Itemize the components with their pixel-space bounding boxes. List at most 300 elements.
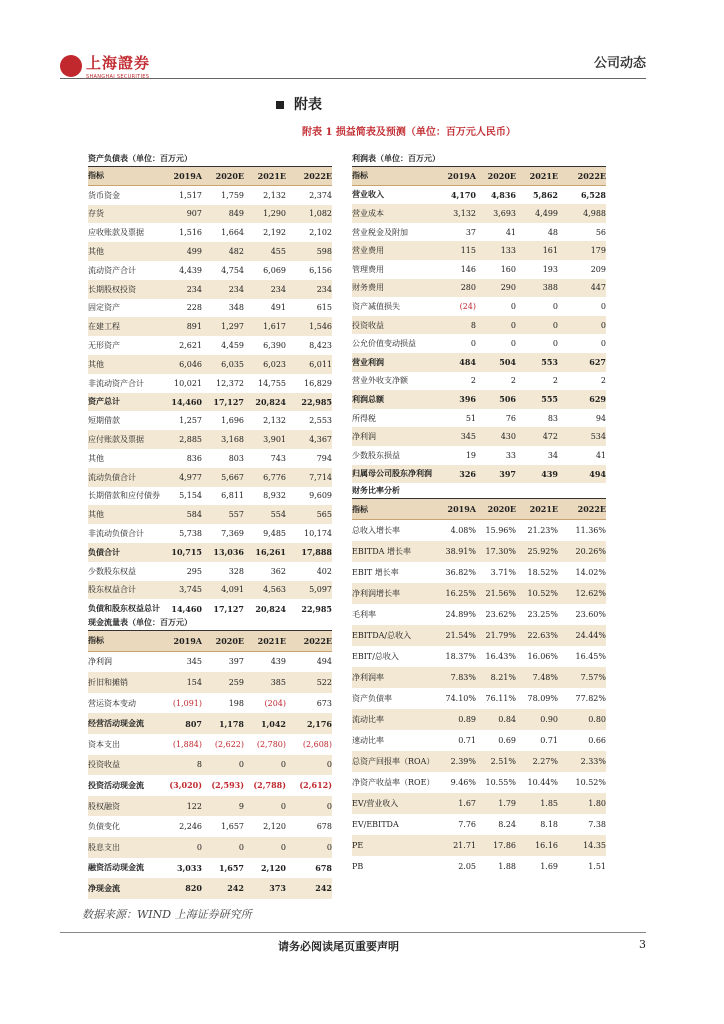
cell-value: 22,985 xyxy=(301,603,332,614)
row-label: 经营活动现金流 xyxy=(88,718,144,729)
table-row xyxy=(352,409,606,428)
cell-value: 345 xyxy=(460,432,476,442)
cell-value: 0 xyxy=(552,339,558,349)
cell-value: 13,036 xyxy=(213,547,244,558)
cell-value: 506 xyxy=(499,394,516,405)
row-label: 非流动负债合计 xyxy=(88,529,144,539)
cell-value: 1,178 xyxy=(218,718,244,729)
row-label: 营业利润 xyxy=(352,356,384,367)
cell-value: 482 xyxy=(228,247,244,257)
cell-value: 8 xyxy=(470,320,476,330)
cell-value: 7.83% xyxy=(450,673,476,682)
row-label: 公允价值变动损益 xyxy=(352,339,416,349)
cell-value: 8.24 xyxy=(498,820,516,829)
cell-value: 76 xyxy=(505,413,516,423)
cell-value: 7,714 xyxy=(309,472,332,482)
cell-value: 2021E xyxy=(529,504,558,514)
cell-value: 290 xyxy=(500,283,516,293)
cell-value: 2019A xyxy=(173,635,202,646)
cell-value: 21.79% xyxy=(485,631,516,640)
cell-value: 484 xyxy=(459,357,476,368)
cell-value: 439 xyxy=(270,657,286,667)
cell-value: 2,192 xyxy=(263,228,286,238)
cell-value: 1,546 xyxy=(309,322,332,332)
cell-value: 5,097 xyxy=(309,585,332,595)
cell-value: 7.76 xyxy=(458,820,476,829)
table-row xyxy=(88,205,332,224)
cell-value: 629 xyxy=(589,394,606,405)
row-label: 速动比率 xyxy=(352,736,384,745)
cell-value: 2,246 xyxy=(179,822,202,832)
cell-value: 1,657 xyxy=(218,862,244,873)
cell-value: 6,046 xyxy=(179,359,202,369)
cell-value: 6,035 xyxy=(221,359,244,369)
cell-value: 2 xyxy=(470,376,476,386)
cell-value: (1,091) xyxy=(172,698,202,708)
cell-value: 794 xyxy=(316,453,332,463)
table-header-row xyxy=(88,167,332,186)
cell-value: 4.08% xyxy=(450,526,476,535)
cell-value: 385 xyxy=(270,677,286,687)
row-label: 营业外收支净额 xyxy=(352,376,408,386)
table-row xyxy=(352,316,606,335)
cell-value: 3,033 xyxy=(176,862,202,873)
row-label: 净利润 xyxy=(88,657,112,667)
cell-value: 21.71 xyxy=(453,841,476,850)
cell-value: 34 xyxy=(547,450,558,460)
cell-value: 2,621 xyxy=(179,341,202,351)
table-row xyxy=(352,260,606,279)
section-title: 附表 xyxy=(276,94,322,114)
company-logo xyxy=(60,52,150,80)
cell-value: 8,423 xyxy=(309,341,332,351)
row-label: 长期借款和应付债券 xyxy=(88,491,160,501)
cell-value: 615 xyxy=(316,303,332,313)
cell-value: 16,261 xyxy=(255,547,286,558)
cell-value: 242 xyxy=(315,883,332,894)
cell-value: 6,528 xyxy=(580,189,606,200)
row-label: 指标 xyxy=(352,503,368,514)
row-label: 少数股东损益 xyxy=(352,450,400,460)
row-label: EV/营业收入 xyxy=(352,799,399,808)
cell-value: 133 xyxy=(500,246,516,256)
cell-value: 33 xyxy=(505,450,516,460)
cell-value: (2,788) xyxy=(253,780,286,791)
row-label: 利润总额 xyxy=(352,393,384,404)
cell-value: 326 xyxy=(459,468,476,479)
cell-value: (2,622) xyxy=(214,739,244,749)
cell-value: 10.52% xyxy=(575,778,606,787)
row-label: 其他 xyxy=(88,359,104,369)
cell-value: 534 xyxy=(590,432,606,442)
row-label: 指标 xyxy=(88,635,104,646)
cell-value: 193 xyxy=(542,264,558,274)
cell-value: 154 xyxy=(186,677,202,687)
cell-value: 2.33% xyxy=(580,757,606,766)
row-label: 资产负债率 xyxy=(352,694,392,703)
cell-value: 10.44% xyxy=(527,778,558,787)
cell-value: 21.54% xyxy=(445,631,476,640)
cell-value: 328 xyxy=(228,566,244,576)
cell-value: 849 xyxy=(228,209,244,219)
row-label: 非流动资产合计 xyxy=(88,378,144,388)
cell-value: 673 xyxy=(316,698,332,708)
table-row xyxy=(352,793,606,814)
table-row xyxy=(88,411,332,430)
cell-value: 1.79 xyxy=(498,799,516,808)
cell-value: 8 xyxy=(196,760,202,770)
cell-value: 2022E xyxy=(303,635,332,646)
row-label: 毛利率 xyxy=(352,610,376,619)
cell-value: 17.30% xyxy=(485,547,516,556)
cell-value: 6,011 xyxy=(309,359,332,369)
cell-value: 2,374 xyxy=(309,190,332,200)
cell-value: 115 xyxy=(460,246,476,256)
cell-value: 2.27% xyxy=(532,757,558,766)
table-row xyxy=(88,505,332,524)
cell-value: 1,290 xyxy=(263,209,286,219)
cell-value: 0 xyxy=(326,760,332,770)
cell-value: 396 xyxy=(459,394,476,405)
cell-value: 122 xyxy=(186,801,202,811)
cell-value: 4,563 xyxy=(263,585,286,595)
row-label: 投资活动现金流 xyxy=(88,779,144,790)
row-label: 财务费用 xyxy=(352,283,384,293)
cell-value: 76.11% xyxy=(485,694,516,703)
cell-value: 4,170 xyxy=(450,189,476,200)
row-label: 无形资产 xyxy=(88,341,120,351)
cell-value: 0 xyxy=(552,301,558,311)
cell-value: 83 xyxy=(547,413,558,423)
row-label: 少数股东权益 xyxy=(88,566,136,576)
cell-value: 2,120 xyxy=(263,822,286,832)
cell-value: 0.80 xyxy=(588,715,606,724)
cell-value: 439 xyxy=(541,468,558,479)
cell-value: (3,020) xyxy=(169,780,202,791)
table-row xyxy=(352,446,606,465)
cell-value: 4,754 xyxy=(221,265,244,275)
panel-title: 资产负债表（单位：百万元） xyxy=(88,151,332,167)
row-label: 负债和股东权益总计 xyxy=(88,603,160,614)
cell-value: 228 xyxy=(186,303,202,313)
cell-value: 627 xyxy=(589,357,606,368)
cell-value: 1,696 xyxy=(221,416,244,426)
cell-value: 907 xyxy=(186,209,202,219)
cell-value: 2,553 xyxy=(309,416,332,426)
cell-value: 259 xyxy=(228,677,244,687)
cell-value: 2021E xyxy=(257,635,286,646)
cell-value: 0 xyxy=(196,842,202,852)
row-label: 资本支出 xyxy=(88,739,120,749)
row-label: 归属母公司股东净利润 xyxy=(352,468,432,479)
cell-value: 557 xyxy=(228,510,244,520)
cell-value: 4,091 xyxy=(221,585,244,595)
table-row xyxy=(88,755,332,776)
cell-value: 3,901 xyxy=(263,435,286,445)
cell-value: 598 xyxy=(316,247,332,257)
cell-value: 362 xyxy=(270,566,286,576)
row-label: 存货 xyxy=(88,209,104,219)
cell-value: 0 xyxy=(280,801,286,811)
table-row xyxy=(88,713,332,734)
cell-value: 12.62% xyxy=(575,589,606,598)
cell-value: 504 xyxy=(499,357,516,368)
cell-value: 1.85 xyxy=(540,799,558,808)
cell-value: 4,836 xyxy=(490,189,516,200)
row-label: 净利润率 xyxy=(352,673,384,682)
row-label: 资产总计 xyxy=(88,396,120,407)
cell-value: 18.37% xyxy=(445,652,476,661)
table-row xyxy=(352,186,606,205)
cell-value: 146 xyxy=(460,264,476,274)
cell-value: 2019A xyxy=(173,170,202,181)
table-row xyxy=(352,279,606,298)
cell-value: 6,069 xyxy=(263,265,286,275)
cell-value: 280 xyxy=(460,283,476,293)
cell-value: 22,985 xyxy=(301,396,332,407)
table-row xyxy=(352,223,606,242)
table-row xyxy=(352,688,606,709)
cell-value: 2019A xyxy=(447,504,476,514)
cell-value: 4,459 xyxy=(221,341,244,351)
table-row xyxy=(88,242,332,261)
cell-value: 9,609 xyxy=(309,491,332,501)
table-row xyxy=(352,835,606,856)
cell-value: 16,829 xyxy=(304,378,332,388)
cell-value: 2020E xyxy=(215,170,244,181)
cell-value: 1,664 xyxy=(221,228,244,238)
cell-value: 1.69 xyxy=(540,862,558,871)
cell-value: 5,738 xyxy=(179,529,202,539)
cell-value: 836 xyxy=(186,453,202,463)
cell-value: 1,516 xyxy=(179,228,202,238)
cell-value: 6,776 xyxy=(263,472,286,482)
cell-value: 0.66 xyxy=(588,736,606,745)
cell-value: 19 xyxy=(465,450,476,460)
cell-value: 2022E xyxy=(577,170,606,181)
cell-value: 2.39% xyxy=(450,757,476,766)
table-row xyxy=(88,775,332,796)
table-row xyxy=(352,562,606,583)
cell-value: 447 xyxy=(590,283,606,293)
cell-value: 10,715 xyxy=(171,547,202,558)
cell-value: 198 xyxy=(228,698,244,708)
cell-value: 373 xyxy=(269,883,286,894)
cell-value: 22.63% xyxy=(527,631,558,640)
cell-value: 20.26% xyxy=(575,547,606,556)
cell-value: 8.21% xyxy=(490,673,516,682)
cell-value: 25.92% xyxy=(527,547,558,556)
cell-value: 554 xyxy=(270,510,286,520)
cell-value: 161 xyxy=(542,246,558,256)
cell-value: 1.67 xyxy=(458,799,476,808)
row-label: 营业成本 xyxy=(352,208,384,218)
cell-value: 9.46% xyxy=(450,778,476,787)
cell-value: 2.51% xyxy=(490,757,516,766)
table-row xyxy=(88,858,332,879)
table-row xyxy=(88,449,332,468)
table-header-row xyxy=(88,631,332,652)
cell-value: 0.90 xyxy=(540,715,558,724)
income-statement-table xyxy=(352,151,606,483)
cell-value: 17,888 xyxy=(301,547,332,558)
table-row xyxy=(88,816,332,837)
row-label: 所得税 xyxy=(352,413,376,423)
table-row xyxy=(352,353,606,372)
table-row xyxy=(88,878,332,899)
panel-title: 利润表（单位：百万元） xyxy=(352,151,606,167)
table-row xyxy=(352,625,606,646)
cell-value: 0 xyxy=(552,320,558,330)
cell-value: 94 xyxy=(595,413,606,423)
row-label: 股权融资 xyxy=(88,801,120,811)
cell-value: 16.45% xyxy=(575,652,606,661)
table-row xyxy=(352,772,606,793)
row-label: 营业税金及附加 xyxy=(352,227,408,237)
cell-value: 37 xyxy=(465,227,476,237)
row-label: 指标 xyxy=(88,170,104,181)
cell-value: 388 xyxy=(542,283,558,293)
cell-value: 23.25% xyxy=(527,610,558,619)
cell-value: 41 xyxy=(595,450,606,460)
cell-value: 77.82% xyxy=(575,694,606,703)
cell-value: 12,372 xyxy=(216,378,244,388)
cell-value: 2019A xyxy=(447,170,476,181)
row-label: 其他 xyxy=(88,510,104,520)
cell-value: 891 xyxy=(186,322,202,332)
cell-value: 743 xyxy=(270,453,286,463)
cell-value: 0 xyxy=(280,842,286,852)
row-label: 营业费用 xyxy=(352,246,384,256)
row-label: PE xyxy=(352,841,364,850)
header-divider xyxy=(60,78,646,79)
cell-value: 234 xyxy=(186,284,202,294)
page-number: 3 xyxy=(639,938,646,951)
panel-title: 财务比率分析 xyxy=(352,483,606,499)
cell-value: (204) xyxy=(264,698,286,708)
cell-value: 1,617 xyxy=(263,322,286,332)
cell-value: 234 xyxy=(228,284,244,294)
cell-value: 0 xyxy=(600,301,606,311)
cell-value: 9 xyxy=(238,801,244,811)
cell-value: 2,176 xyxy=(306,718,332,729)
cell-value: 499 xyxy=(186,247,202,257)
cell-value: 1,082 xyxy=(309,209,332,219)
cell-value: 2022E xyxy=(303,170,332,181)
cell-value: (2,608) xyxy=(302,739,332,749)
table-row xyxy=(352,427,606,446)
row-label: 货币资金 xyxy=(88,190,120,200)
cell-value: 160 xyxy=(500,264,516,274)
cell-value: 16.43% xyxy=(485,652,516,661)
cell-value: 0 xyxy=(510,301,516,311)
cell-value: 41 xyxy=(505,227,516,237)
cash-flow-table xyxy=(88,615,332,899)
cell-value: 0.84 xyxy=(498,715,516,724)
row-label: 其他 xyxy=(88,247,104,257)
row-label: 营业收入 xyxy=(352,189,384,200)
cell-value: 23.60% xyxy=(575,610,606,619)
cell-value: 179 xyxy=(590,246,606,256)
cell-value: 2,885 xyxy=(179,435,202,445)
table-row xyxy=(88,186,332,205)
cell-value: 17.86 xyxy=(493,841,516,850)
cell-value: 24.44% xyxy=(575,631,606,640)
cell-value: 494 xyxy=(589,468,606,479)
table-row xyxy=(88,430,332,449)
row-label: 股息支出 xyxy=(88,842,120,852)
table-row xyxy=(88,223,332,242)
table-row xyxy=(88,393,332,412)
cell-value: 1,657 xyxy=(221,822,244,832)
table-row xyxy=(88,734,332,755)
cell-value: (24) xyxy=(459,301,476,311)
financial-ratios-table xyxy=(352,483,606,877)
row-label: 净利润增长率 xyxy=(352,589,400,598)
cell-value: 38.91% xyxy=(445,547,476,556)
table-row xyxy=(352,814,606,835)
footer-divider xyxy=(60,932,646,933)
cell-value: 1.80 xyxy=(588,799,606,808)
row-label: 融资活动现金流 xyxy=(88,862,144,873)
table-row xyxy=(352,334,606,353)
cell-value: 14,460 xyxy=(171,396,202,407)
data-source-note: 数据来源：WIND 上海证券研究所 xyxy=(82,908,252,921)
cell-value: 14,460 xyxy=(171,603,202,614)
table-title: 附表 1 损益简表及预测（单位：百万元人民币） xyxy=(302,127,516,138)
cell-value: 242 xyxy=(227,883,244,894)
cell-value: 5,862 xyxy=(532,189,558,200)
row-label: 其他 xyxy=(88,453,104,463)
cell-value: 0 xyxy=(280,760,286,770)
cell-value: 2020E xyxy=(215,635,244,646)
cell-value: 2022E xyxy=(577,504,606,514)
cell-value: 51 xyxy=(465,413,476,423)
cell-value: 0 xyxy=(326,842,332,852)
cell-value: 0 xyxy=(510,339,516,349)
logo-english-name: SHANGHAI SECURITIES xyxy=(86,74,150,80)
row-label: EBITDA/总收入 xyxy=(352,631,412,640)
cell-value: 0 xyxy=(600,320,606,330)
cell-value: 2.05 xyxy=(458,862,476,871)
cell-value: 2,102 xyxy=(309,228,332,238)
row-label: 股东权益合计 xyxy=(88,585,136,595)
cell-value: 209 xyxy=(590,264,606,274)
row-label: 总资产回报率（ROA） xyxy=(352,757,435,766)
cell-value: 5,154 xyxy=(179,491,202,501)
cell-value: 678 xyxy=(315,862,332,873)
table-row xyxy=(88,374,332,393)
table-row xyxy=(352,709,606,730)
table-row xyxy=(88,317,332,336)
table-row xyxy=(88,543,332,562)
cell-value: 555 xyxy=(541,394,558,405)
cell-value: 455 xyxy=(270,247,286,257)
row-label: 净资产收益率（ROE） xyxy=(352,778,435,787)
cell-value: 4,977 xyxy=(179,472,202,482)
document-type: 公司动态 xyxy=(593,56,646,71)
cell-value: 1,517 xyxy=(179,190,202,200)
cell-value: 1,042 xyxy=(260,718,286,729)
table-row xyxy=(352,604,606,625)
row-label: 净现金流 xyxy=(88,882,120,893)
cell-value: 397 xyxy=(499,468,516,479)
cell-value: (1,884) xyxy=(172,739,202,749)
cell-value: 0 xyxy=(326,801,332,811)
cell-value: 23.62% xyxy=(485,610,516,619)
footer-disclaimer: 请务必阅读尾页重要声明 xyxy=(278,940,399,953)
cell-value: 295 xyxy=(186,566,202,576)
